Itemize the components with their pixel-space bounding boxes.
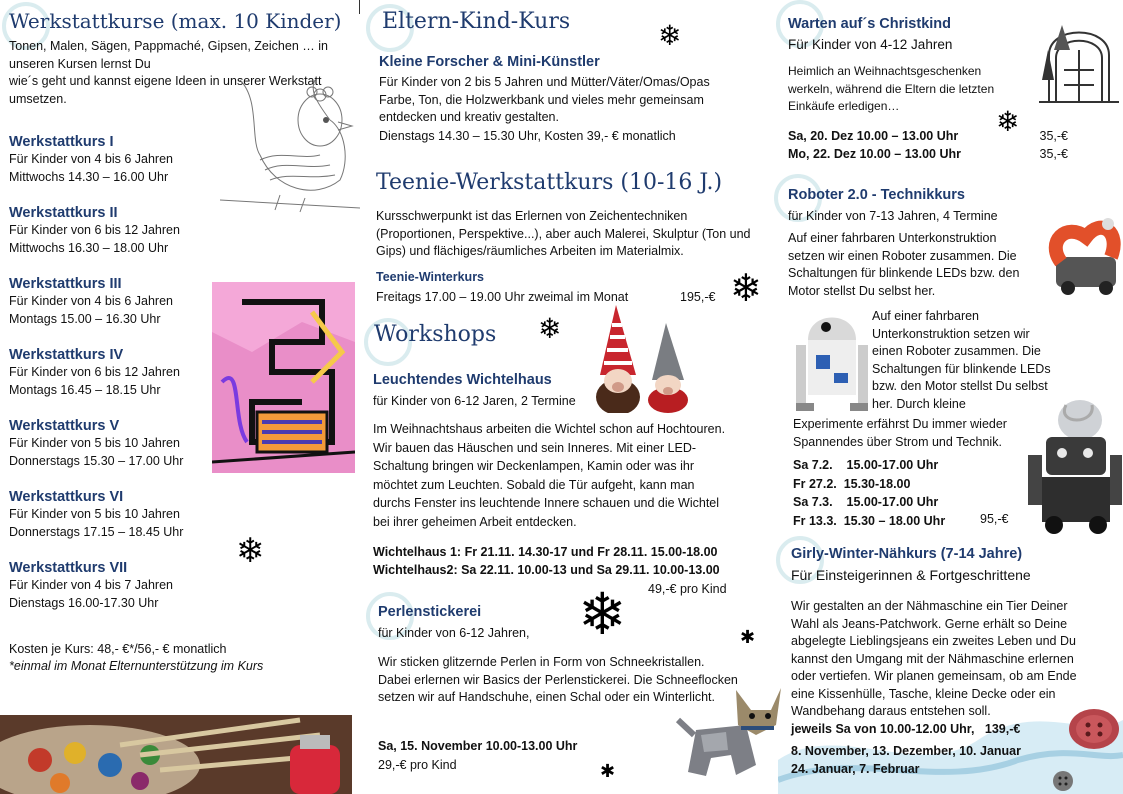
white-robot-image xyxy=(796,305,868,413)
roboter-dates: Sa 7.2. 15.00-17.00 Uhr Fr 27.2. 15.30-18.00 Sa 7.3. 15.00-17.00 Uhr Fr 13.3. 15.30 – 18.00 Uhr xyxy=(793,458,946,528)
roboter-price: 95,-€ xyxy=(980,512,1009,526)
girly-text: Wir gestalten an der Nähmaschine ein Tier Deiner Wahl als Jeans-Patchwork. Gerne erhält so Deine abgelegte Lieblingsjeans ein zweites Leben und Du kannst den Umgang mit der Nähmaschine erlernen oder vertiefen. Wir planen gemeinsam, ob am Ende eine Kissenhülle, Tasche, kleine Decke oder ein Wandbehang daraus entstehen soll. xyxy=(791,599,1077,718)
christkind-title: Warten auf´s Christkind xyxy=(788,16,952,32)
course-item: Werkstattkurs VII Für Kinder von 4 bis 7 Jahren Dienstags 16.00-17.30 Uhr xyxy=(9,560,173,610)
teenie-title: Teenie-Werkstattkurs (10-16 J.) xyxy=(376,170,723,195)
perlenstickerei-date: Sa, 15. November 10.00-13.00 Uhr xyxy=(378,739,578,753)
workshops-title: Workshops xyxy=(374,322,497,347)
course-costs-note: *einmal im Monat Elternunterstützung im Kurs xyxy=(9,659,264,673)
christkind-age: Für Kinder von 4-12 Jahren xyxy=(788,37,953,52)
orange-robot-image xyxy=(1046,212,1123,296)
snowflake-icon: ❄ xyxy=(658,20,682,51)
snowflake-icon: ❄ xyxy=(236,532,265,570)
werkstatt-intro: Tonen, Malen, Sägen, Pappmaché, Gipsen, Zeichen … in unseren Kursen lernst Du wie´s geht und kannst eigene Ideen in unserer Werkstatt umsetzen. xyxy=(9,39,328,106)
forscher-time: Dienstags 14.30 – 15.30 Uhr, Kosten 39,- € monatlich xyxy=(379,129,676,143)
girly-dates: 8. November, 13. Dezember, 10. Januar xyxy=(791,744,1021,758)
perlenstickerei-age: für Kinder von 6-12 Jahren, xyxy=(378,626,530,640)
snowflake-icon: ❄ xyxy=(730,268,762,310)
roboter-title: Roboter 2.0 - Technikkurs xyxy=(788,187,965,203)
christkind-text: Heimlich an Weihnachtsgeschenken werkeln, während die Eltern die letzten Einkäufe erledigen… xyxy=(788,64,995,113)
eltern-kind-title: Eltern-Kind-Kurs xyxy=(382,9,571,34)
column-weihnachten-technik xyxy=(778,0,1123,794)
gnomes-image xyxy=(592,305,692,413)
course-costs: Kosten je Kurs: 48,- €*/56,- € monatlich xyxy=(9,642,227,656)
small-button-image xyxy=(1052,770,1074,792)
werkstattkurse-title: Werkstattkurse (max. 10 Kinder) xyxy=(9,9,342,33)
snowflake-icon: ❄ xyxy=(578,582,627,647)
forscher-text: Für Kinder von 2 bis 5 Jahren und Mütter/Väter/Omas/Opas Farbe, Ton, die Holzwerkbank und vieles mehr gemeinsam entdecken und kreativ gestalten. xyxy=(379,75,710,124)
snowflake-icon: ✱ xyxy=(600,761,616,781)
paint-palette-image xyxy=(0,715,352,794)
girly-title: Girly-Winter-Nähkurs (7-14 Jahre) xyxy=(791,546,1023,562)
wichtelhaus-text: Im Weihnachtshaus arbeiten die Wichtel schon auf Hochtouren. Wir bauen das Häuschen und sein Inneres. Mit einer LED-Schaltung bringen wir Deckenlampen, Kamin oder was ihr möchtet zum Leuchten. Sobald die Tür aufgeht, kann man durchs Fenster ins leuchtende Innere schauen und die Wichtel bei ihrer geheimen Arbeit entdecken. xyxy=(373,422,726,529)
wichtelhaus-price: 49,-€ pro Kind xyxy=(648,582,727,596)
course-item: Werkstattkurs VI Für Kinder von 5 bis 10 Jahren Donnerstags 17.15 – 18.45 Uhr xyxy=(9,489,184,539)
winter-arch-image xyxy=(1034,10,1123,105)
roboter-text-2: Auf einer fahrbaren Unterkonstruktion setzen wir einen Roboter zusammen. Die Schaltungen für blinkende LEDs bzw. den Motor stellst Du selbst her. Durch kleine xyxy=(872,309,1051,411)
teenie-text: Kursschwerpunkt ist das Erlernen von Zeichentechniken (Proportionen, Perspektive...), aber auch Malerei, Skulptur (Ton und Gips) und flächiges/räumliches Arbeiten im Materialmix. xyxy=(376,209,751,258)
column-divider xyxy=(359,0,360,14)
girly-time-row: jeweils Sa von 10.00-12.00 Uhr, 139,-€ xyxy=(791,722,1021,736)
course-list xyxy=(9,134,209,631)
forscher-title: Kleine Forscher & Mini-Künstler xyxy=(379,54,600,70)
teenie-subtitle: Teenie-Winterkurs xyxy=(376,270,485,284)
snowflake-icon: ❄ xyxy=(538,313,562,344)
wichtelhaus-age: für Kinder von 6-12 Jaren, 2 Termine xyxy=(373,394,576,408)
perlenstickerei-text: Wir sticken glitzernde Perlen in Form von Schneekristallen. Dabei erlernen wir Basics der Perlenstickerei. Die Schneeflocken setzen wir auf Handschuhe, einen Schal oder ein Winterlicht. xyxy=(378,655,738,704)
girly-dates-2: 24. Januar, 7. Februar xyxy=(791,762,920,776)
christkind-dates: Sa, 20. Dez 10.00 – 13.00 Uhr 35,-€ Mo, 22. Dez 10.00 – 13.00 Uhr 35,-€ xyxy=(788,129,1068,161)
course-item: Werkstattkurs I Für Kinder von 4 bis 6 Jahren Mittwochs 14.30 – 16.00 Uhr xyxy=(9,134,173,184)
teenie-time: Freitags 17.00 – 19.00 Uhr zweimal im Monat xyxy=(376,290,629,304)
abstract-painting-image xyxy=(212,282,355,473)
column-werkstattkurse xyxy=(0,0,360,794)
wichtelhaus-date-1: Wichtelhaus 1: Fr 21.11. 14.30-17 und Fr 28.11. 15.00-18.00 xyxy=(373,545,718,559)
course-item: Werkstattkurs IV Für Kinder von 6 bis 12 Jahren Montags 16.45 – 18.15 Uhr xyxy=(9,347,180,397)
course-item: Werkstattkurs II Für Kinder von 6 bis 12 Jahren Mittwochs 16.30 – 18.00 Uhr xyxy=(9,205,180,255)
snowflake-icon: ❄ xyxy=(996,106,1020,137)
roboter-age: für Kinder von 7-13 Jahren, 4 Termine xyxy=(788,209,998,223)
sewing-button-image xyxy=(1068,707,1120,751)
patchwork-dog-image xyxy=(676,680,786,780)
perlenstickerei-title: Perlenstickerei xyxy=(378,604,482,620)
chicken-sketch-image xyxy=(220,60,360,220)
roboter-text-1: Auf einer fahrbaren Unterkonstruktion setzen wir einen Roboter zusammen. Die Schaltungen für blinkende LEDs bzw. den Motor stellst Du selbst her. xyxy=(788,231,1020,298)
snowflake-icon: ✱ xyxy=(740,627,756,647)
course-item: Werkstattkurs V Für Kinder von 5 bis 10 Jahren Donnerstags 15.30 – 17.00 Uhr xyxy=(9,418,184,468)
perlenstickerei-price: 29,-€ pro Kind xyxy=(378,758,457,772)
wichtelhaus-title: Leuchtendes Wichtelhaus xyxy=(373,372,552,388)
wichtelhaus-date-2: Wichtelhaus2: Sa 22.11. 10.00-13 und Sa 29.11. 10.00-13.00 xyxy=(373,563,720,577)
girly-subtitle: Für Einsteigerinnen & Fortgeschrittene xyxy=(791,567,1031,583)
teenie-price: 195,-€ xyxy=(680,290,716,304)
column-kurse-workshops xyxy=(370,0,770,794)
metal-robot-image xyxy=(1026,395,1122,537)
course-item: Werkstattkurs III Für Kinder von 4 bis 6 Jahren Montags 15.00 – 16.30 Uhr xyxy=(9,276,173,326)
roboter-text-3: Experimente erfährst Du immer wieder Spannendes über Strom und Technik. xyxy=(793,417,1007,449)
